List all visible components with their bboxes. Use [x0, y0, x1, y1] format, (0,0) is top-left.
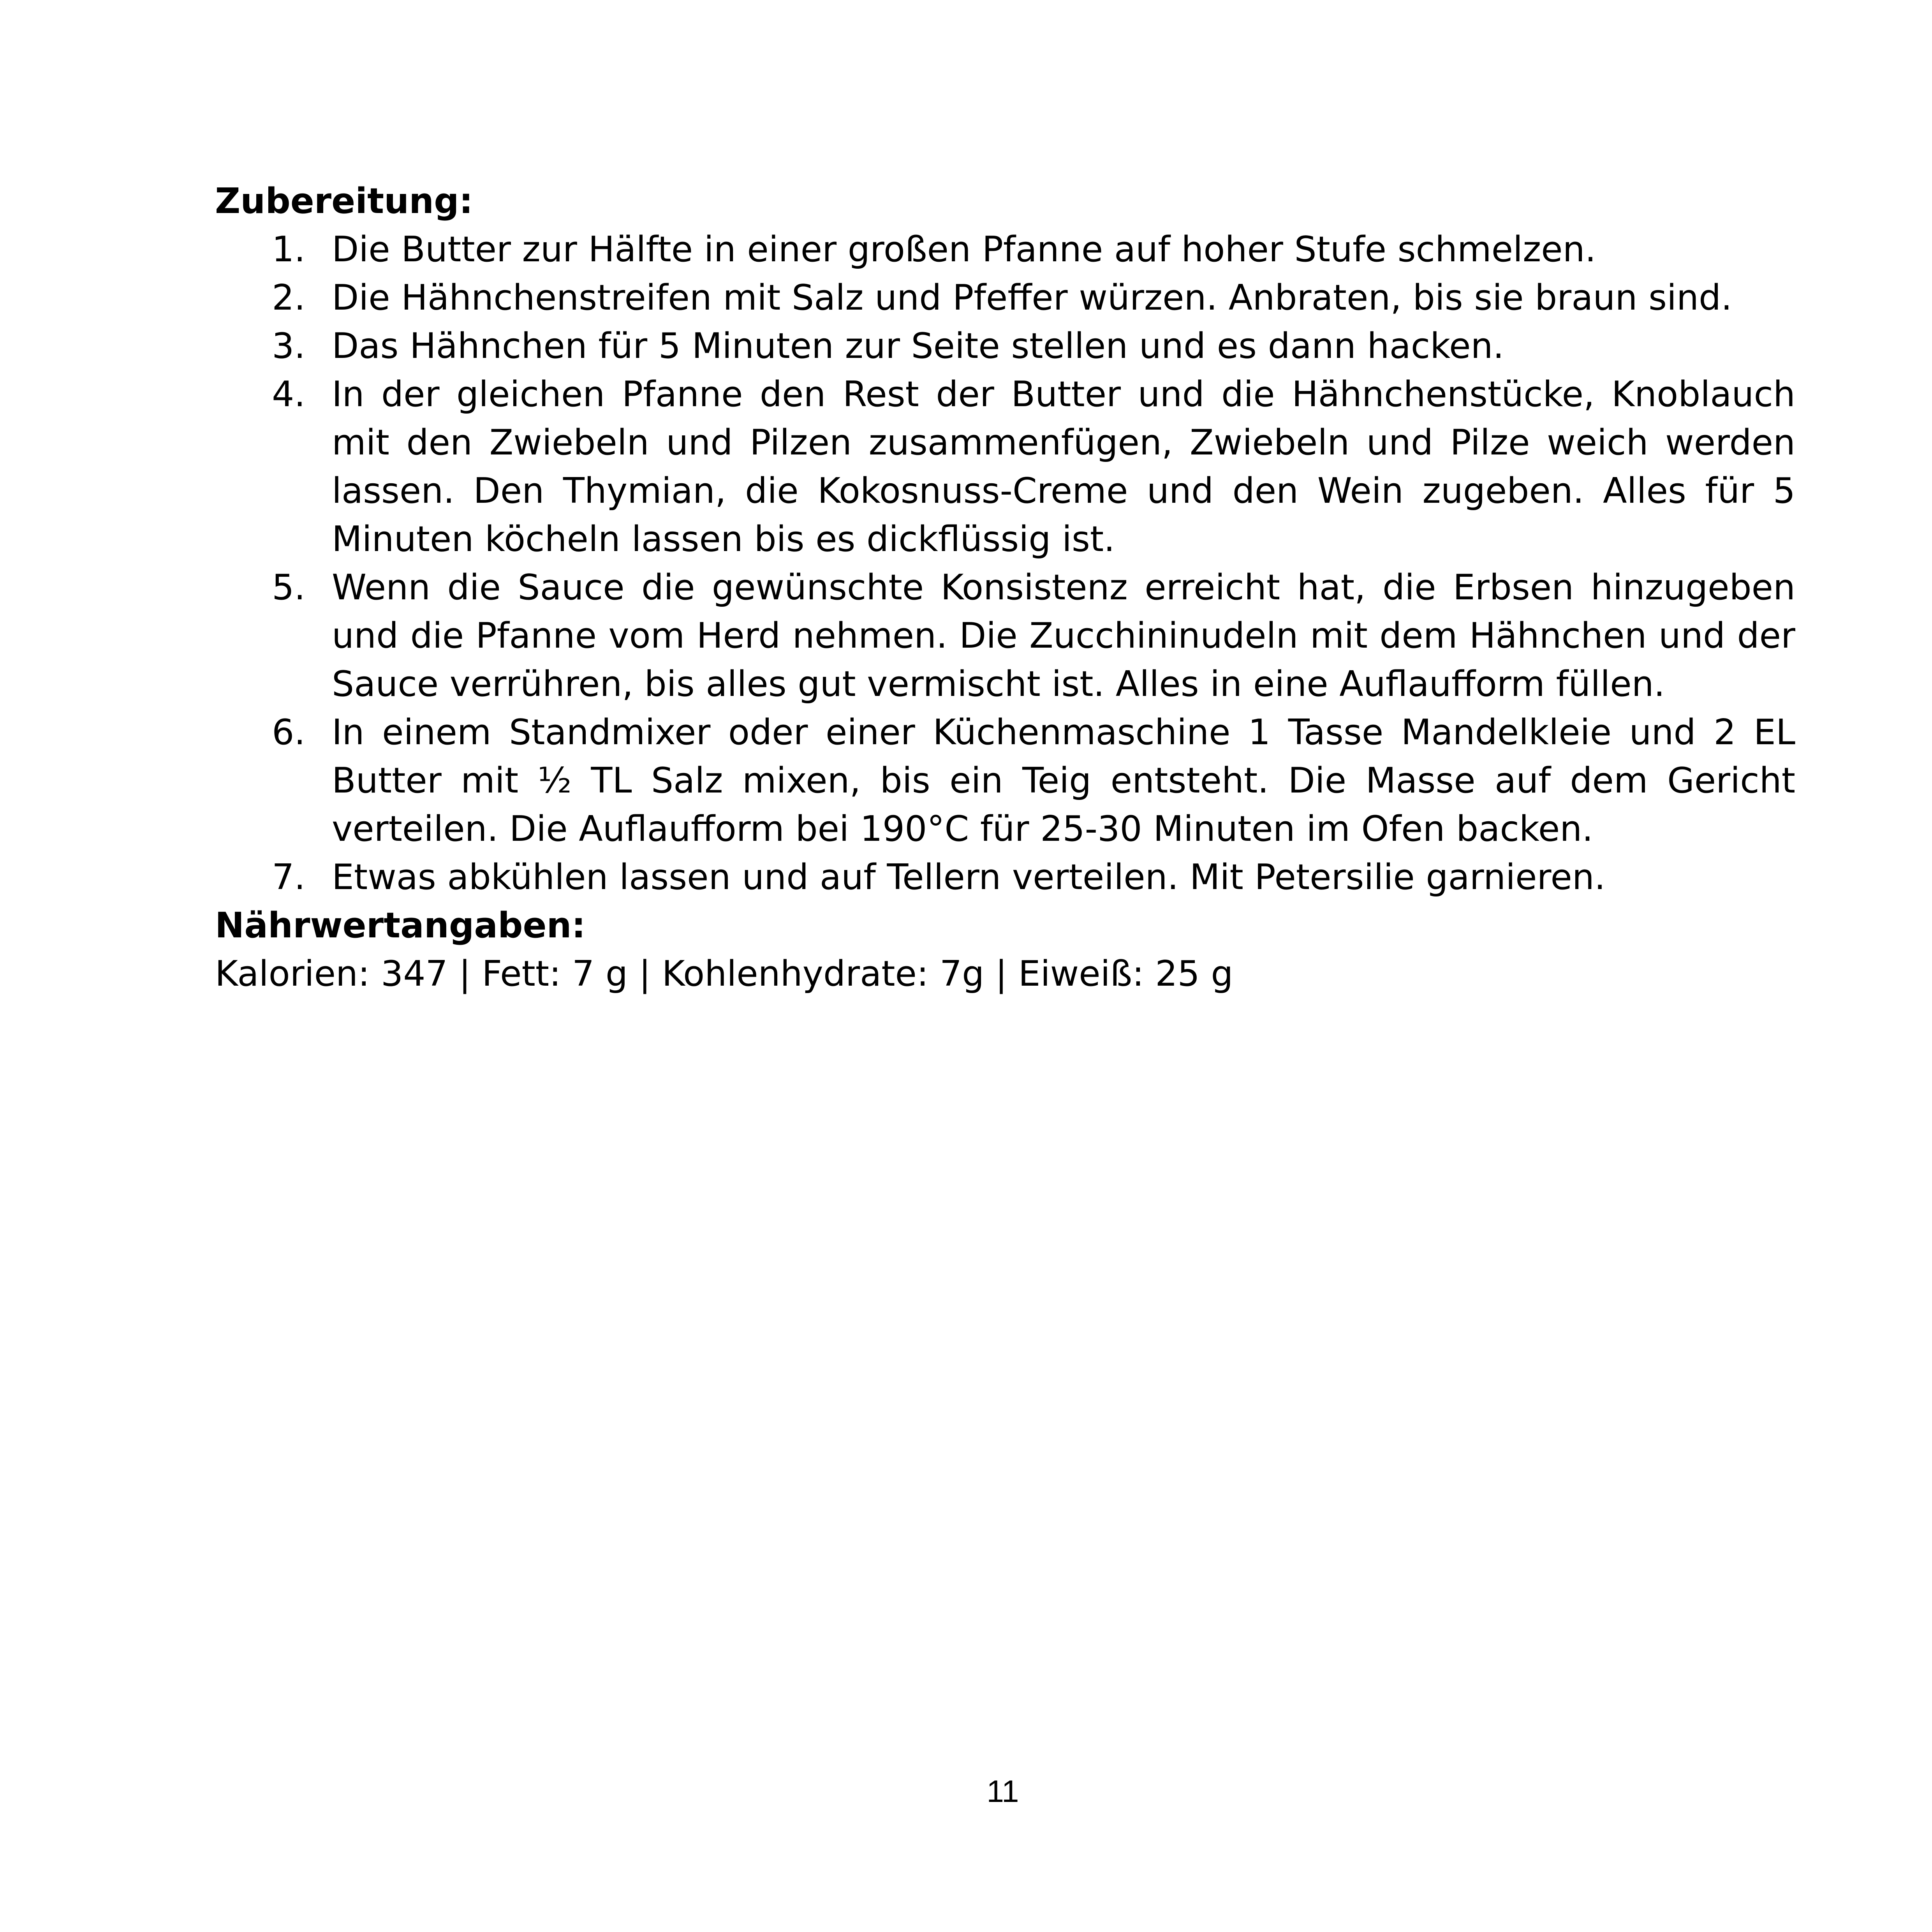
- step-number: 2.: [272, 277, 305, 318]
- nutrition-heading: Nährwertangaben:: [215, 905, 586, 946]
- list-item: [215, 274, 1795, 322]
- step-number: 5.: [272, 567, 305, 608]
- preparation-heading: Zubereitung:: [215, 181, 473, 222]
- step-text: Die Hähnchenstreifen mit Salz und Pfeffer würzen. Anbraten, bis sie braun sind.: [332, 277, 1732, 318]
- preparation-steps: [215, 225, 1795, 902]
- step-number: 6.: [272, 712, 305, 753]
- step-number: 4.: [272, 374, 305, 415]
- list-item: [215, 225, 1795, 274]
- step-text: Etwas abkühlen lassen und auf Tellern verteilen. Mit Petersilie garnieren.: [332, 857, 1606, 898]
- step-text: Wenn die Sauce die gewünschte Konsistenz erreicht hat, die Erbsen hinzugeben und die Pfanne vom Herd nehmen. Die Zucchininudeln mit dem Hähnchen und der Sauce verrühren, bis alles gut vermischt ist. Alles in eine Auflaufform füllen.: [332, 567, 1795, 704]
- list-item: [215, 322, 1795, 370]
- list-item: [215, 708, 1795, 853]
- step-number: 7.: [272, 857, 305, 898]
- list-item: [215, 564, 1795, 708]
- step-text: Die Butter zur Hälfte in einer großen Pfanne auf hoher Stufe schmelzen.: [332, 229, 1596, 270]
- recipe-content: [215, 177, 1795, 998]
- step-number: 1.: [272, 229, 305, 270]
- step-number: 3.: [272, 326, 305, 366]
- nutrition-values: Kalorien: 347 | Fett: 7 g | Kohlenhydrate: 7g | Eiweiß: 25 g: [215, 953, 1233, 994]
- list-item: [215, 853, 1795, 902]
- page-number: 11: [986, 1774, 1019, 1809]
- list-item: [215, 370, 1795, 564]
- step-text: In einem Standmixer oder einer Küchenmaschine 1 Tasse Mandelkleie und 2 EL Butter mit ½ TL Salz mixen, bis ein Teig entsteht. Die Masse auf dem Gericht verteilen. Die Auflaufform bei 190°C für 25-30 Minuten im Ofen backen.: [332, 712, 1795, 849]
- step-text: Das Hähnchen für 5 Minuten zur Seite stellen und es dann hacken.: [332, 326, 1504, 366]
- step-text: In der gleichen Pfanne den Rest der Butter und die Hähnchenstücke, Knoblauch mit den Zwiebeln und Pilzen zusammenfügen, Zwiebeln und Pilze weich werden lassen. Den Thymian, die Kokosnuss-Creme und den Wein zugeben. Alles für 5 Minuten köcheln lassen bis es dickflüssig ist.: [332, 374, 1795, 560]
